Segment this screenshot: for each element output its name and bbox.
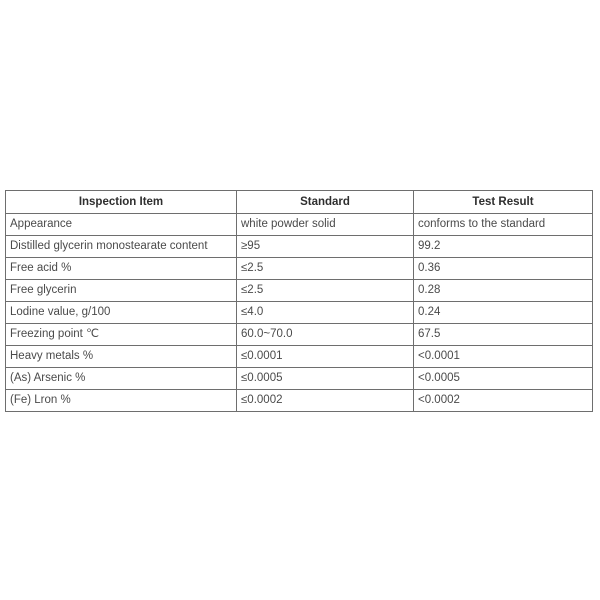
table-header	[6, 191, 593, 214]
cell-inspection-item: (Fe) Lron %	[6, 390, 237, 412]
table-row	[6, 346, 593, 368]
table-row	[6, 302, 593, 324]
cell-test-result: conforms to the standard	[414, 214, 593, 236]
specification-table-container	[5, 190, 592, 412]
column-header-inspection-item: Inspection Item	[6, 191, 237, 214]
cell-standard: ≤0.0005	[237, 368, 414, 390]
table-header-row	[6, 191, 593, 214]
cell-test-result: <0.0001	[414, 346, 593, 368]
cell-inspection-item: Distilled glycerin monostearate content	[6, 236, 237, 258]
cell-inspection-item: Lodine value, g/100	[6, 302, 237, 324]
cell-test-result: 67.5	[414, 324, 593, 346]
specification-table	[5, 190, 593, 412]
cell-inspection-item: Freezing point ℃	[6, 324, 237, 346]
cell-standard: ≤0.0001	[237, 346, 414, 368]
cell-standard: ≥95	[237, 236, 414, 258]
cell-standard: ≤2.5	[237, 258, 414, 280]
cell-inspection-item: (As) Arsenic %	[6, 368, 237, 390]
table-row	[6, 214, 593, 236]
cell-inspection-item: Appearance	[6, 214, 237, 236]
table-row	[6, 236, 593, 258]
cell-standard: ≤0.0002	[237, 390, 414, 412]
table-row	[6, 258, 593, 280]
cell-inspection-item: Free acid %	[6, 258, 237, 280]
table-row	[6, 390, 593, 412]
table-row	[6, 280, 593, 302]
cell-inspection-item: Free glycerin	[6, 280, 237, 302]
cell-test-result: <0.0005	[414, 368, 593, 390]
column-header-standard: Standard	[237, 191, 414, 214]
cell-standard: ≤4.0	[237, 302, 414, 324]
cell-test-result: 0.28	[414, 280, 593, 302]
cell-test-result: 0.36	[414, 258, 593, 280]
cell-test-result: <0.0002	[414, 390, 593, 412]
cell-inspection-item: Heavy metals %	[6, 346, 237, 368]
cell-standard: ≤2.5	[237, 280, 414, 302]
cell-standard: white powder solid	[237, 214, 414, 236]
table-row	[6, 324, 593, 346]
table-body	[6, 214, 593, 412]
cell-test-result: 99.2	[414, 236, 593, 258]
table-row	[6, 368, 593, 390]
cell-standard: 60.0~70.0	[237, 324, 414, 346]
cell-test-result: 0.24	[414, 302, 593, 324]
column-header-test-result: Test Result	[414, 191, 593, 214]
